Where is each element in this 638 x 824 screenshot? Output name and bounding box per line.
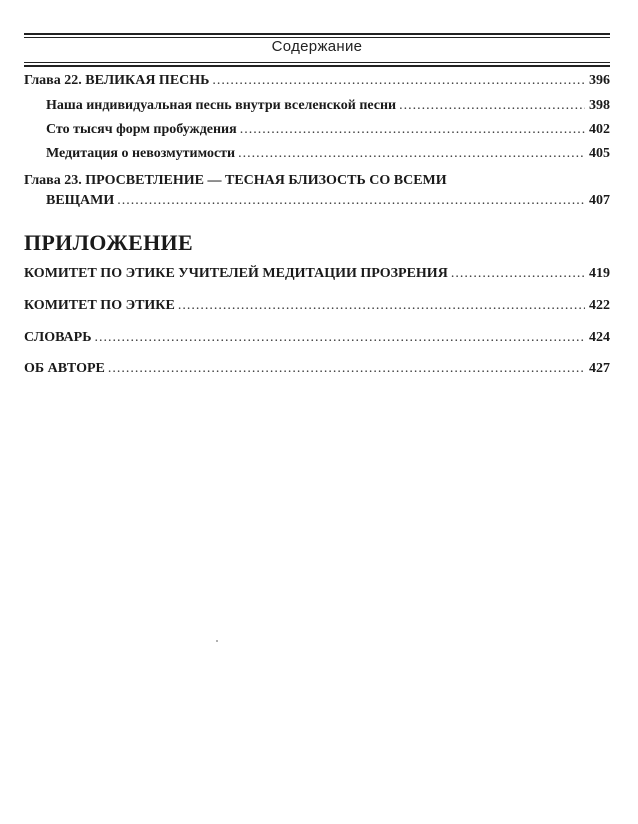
toc-entry-appendix bbox=[24, 265, 610, 283]
dot-leader bbox=[238, 145, 585, 163]
header-rule-top-thick bbox=[24, 33, 610, 35]
toc-entry-appendix bbox=[24, 360, 610, 378]
toc-entry-title: Глава 22. ВЕЛИКАЯ ПЕСНЬ bbox=[24, 73, 210, 88]
scan-speck bbox=[216, 640, 218, 642]
toc-entry-page: 419 bbox=[589, 266, 610, 281]
toc-subentry bbox=[46, 121, 610, 139]
toc-entry-page: 407 bbox=[589, 193, 610, 208]
toc-subentry bbox=[46, 145, 610, 163]
toc-entry-title: ОБ АВТОРЕ bbox=[24, 361, 105, 376]
running-title: Содержание bbox=[271, 38, 363, 55]
toc-entry-title: КОМИТЕТ ПО ЭТИКЕ bbox=[24, 298, 175, 313]
toc-entry-title: СЛОВАРЬ bbox=[24, 330, 92, 345]
toc-entry-appendix bbox=[24, 297, 610, 315]
toc-entry-page: 427 bbox=[589, 361, 610, 376]
dot-leader bbox=[94, 329, 585, 347]
dot-leader bbox=[108, 360, 585, 378]
toc-entry-title: КОМИТЕТ ПО ЭТИКЕ УЧИТЕЛЕЙ МЕДИТАЦИИ ПРОЗРЕНИЯ bbox=[24, 266, 448, 281]
toc-subentry bbox=[46, 97, 610, 115]
toc-entry-appendix bbox=[24, 329, 610, 347]
toc-subentry-page: 402 bbox=[589, 122, 610, 137]
header-rule-bottom-thin bbox=[24, 62, 610, 63]
dot-leader bbox=[212, 72, 585, 90]
dot-leader bbox=[178, 297, 585, 315]
toc-entry-chapter-23-line1: Глава 23. ПРОСВЕТЛЕНИЕ — ТЕСНАЯ БЛИЗОСТЬ СО ВСЕМИ bbox=[24, 173, 447, 188]
toc-subentry-page: 405 bbox=[589, 146, 610, 161]
dot-leader bbox=[399, 97, 585, 115]
toc-entry-page: 396 bbox=[589, 73, 610, 88]
toc-entry-title: ВЕЩАМИ bbox=[46, 193, 115, 208]
header-rule-bottom-thick bbox=[24, 65, 610, 67]
toc-subentry-title: Медитация о невозмутимости bbox=[46, 146, 236, 161]
dot-leader bbox=[451, 265, 585, 283]
appendix-heading: ПРИЛОЖЕНИЕ bbox=[24, 230, 193, 255]
toc-subentry-page: 398 bbox=[589, 98, 610, 113]
toc-entry-page: 424 bbox=[589, 330, 610, 345]
toc-subentry-title: Наша индивидуальная песнь внутри вселенской песни bbox=[46, 98, 397, 113]
toc-entry-chapter-23 bbox=[46, 192, 610, 210]
dot-leader bbox=[240, 121, 585, 139]
toc-entry-page: 422 bbox=[589, 298, 610, 313]
toc-subentry-title: Сто тысяч форм пробуждения bbox=[46, 122, 237, 137]
dot-leader bbox=[117, 192, 585, 210]
toc-entry-chapter-22 bbox=[24, 72, 610, 90]
